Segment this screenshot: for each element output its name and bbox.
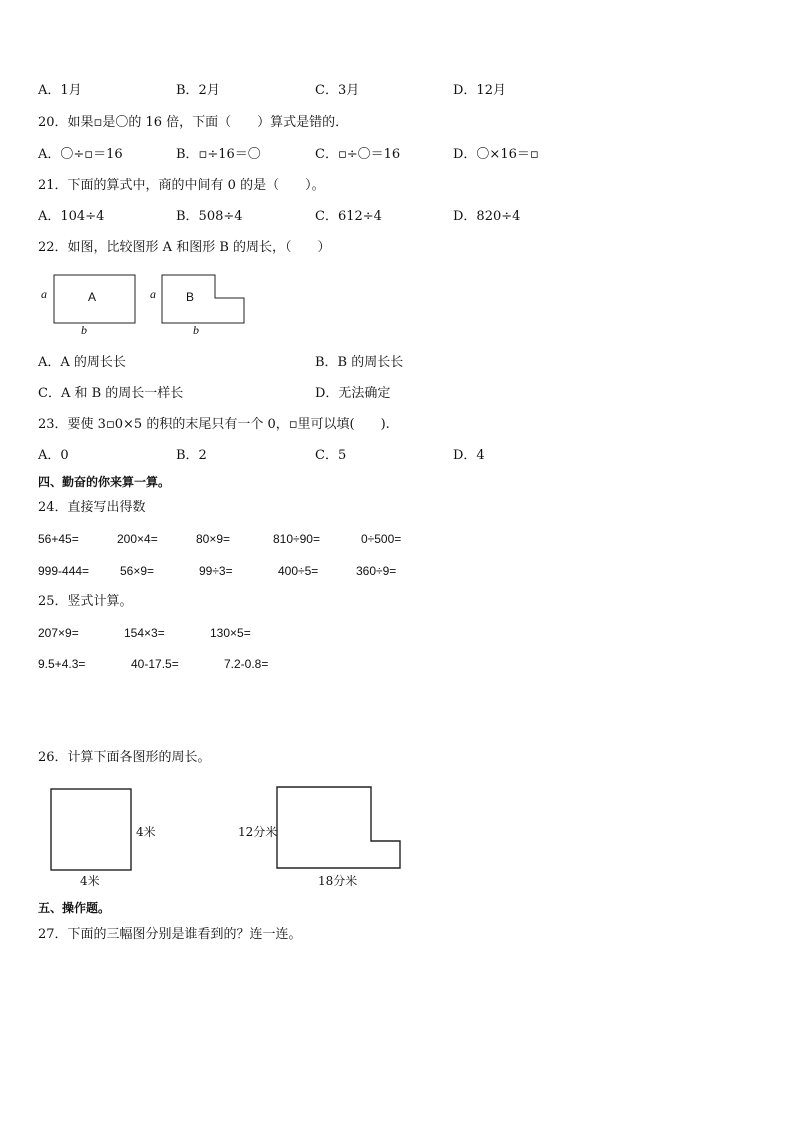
q21-option-d: D．820÷4 (453, 209, 521, 224)
l-shape (277, 787, 400, 868)
shape-a-side-a-label: a (41, 287, 47, 301)
q23-question: 23．要使 3▫0×5 的积的末尾只有一个 0，▫里可以填( ). (38, 417, 390, 432)
q24-row2-item-4: 400÷5= (278, 564, 319, 578)
q20-option-a: A．〇÷▫＝16 (38, 147, 123, 162)
q25-row2-item-3: 7.2-0.8= (224, 657, 269, 671)
section-4-title: 四、勤奋的你来算一算。 (38, 475, 171, 489)
q24-row1-item-3: 80×9= (196, 532, 231, 546)
l-shape-bottom-label: 18分米 (318, 874, 358, 888)
q22-question: 22．如图，比较图形 A 和图形 B 的周长，（ ） (38, 240, 331, 255)
q25-row2-item-1: 9.5+4.3= (38, 657, 86, 671)
q25-row1-item-1: 207×9= (38, 626, 79, 640)
q22-option-b: B．B 的周长长 (315, 355, 404, 370)
q24-row2-item-3: 99÷3= (199, 564, 233, 578)
q24-row2-item-5: 360÷9= (356, 564, 397, 578)
square-right-label: 4米 (136, 825, 156, 839)
q25-row2-item-2: 40-17.5= (131, 657, 179, 671)
q24-row1-item-2: 200×4= (117, 532, 158, 546)
q19-option-c: C．3月 (315, 83, 360, 98)
section-5-title: 五、操作题。 (38, 901, 111, 915)
q21-question: 21．下面的算式中，商的中间有 0 的是（ ）。 (38, 178, 325, 193)
shape-b-label: B (186, 290, 195, 304)
q24-row2-item-2: 56×9= (120, 564, 155, 578)
q22-option-c: C．A 和 B 的周长一样长 (38, 386, 184, 401)
q24-row2-item-1: 999-444= (38, 564, 90, 578)
square-shape (51, 789, 131, 870)
q26-question: 26．计算下面各图形的周长。 (38, 750, 211, 765)
q24-question: 24．直接写出得数 (38, 500, 146, 515)
shape-a-label: A (88, 290, 97, 304)
shape-a-side-b-label: b (81, 323, 87, 337)
q25-row1-item-3: 130×5= (210, 626, 251, 640)
q27-question: 27．下面的三幅图分别是谁看到的？连一连。 (38, 927, 302, 942)
q19-option-a: A．1月 (38, 83, 82, 98)
q24-row1-item-1: 56+45= (38, 532, 79, 546)
q20-option-d: D．〇×16＝▫ (453, 147, 539, 162)
q21-option-b: B．508÷4 (176, 209, 243, 224)
q24-row1-item-5: 0÷500= (361, 532, 402, 546)
shape-b-side-b-label: b (193, 323, 199, 337)
q25-question: 25．竖式计算。 (38, 594, 133, 609)
q19-option-b: B．2月 (176, 83, 220, 98)
shape-b-side-a-label: a (150, 287, 156, 301)
square-bottom-label: 4米 (80, 874, 100, 888)
q19-option-d: D．12月 (453, 83, 506, 98)
q25-row1-item-2: 154×3= (124, 626, 165, 640)
q24-row1-item-4: 810÷90= (273, 532, 320, 546)
q23-option-c: C．5 (315, 448, 347, 463)
q23-option-a: A．0 (38, 448, 69, 463)
q22-option-a: A．A 的周长长 (38, 355, 126, 370)
q20-question: 20．如果▫是〇的 16 倍，下面（ ）算式是错的． (38, 115, 349, 130)
q22-option-d: D．无法确定 (315, 386, 391, 401)
q21-option-c: C．612÷4 (315, 209, 382, 224)
q21-option-a: A．104÷4 (38, 209, 105, 224)
q20-option-b: B．▫÷16＝〇 (176, 147, 261, 162)
q23-option-b: B．2 (176, 448, 207, 463)
l-shape-left-label: 12分米 (238, 825, 278, 839)
q20-option-c: C．▫÷〇＝16 (315, 147, 401, 162)
q23-option-d: D．4 (453, 448, 485, 463)
